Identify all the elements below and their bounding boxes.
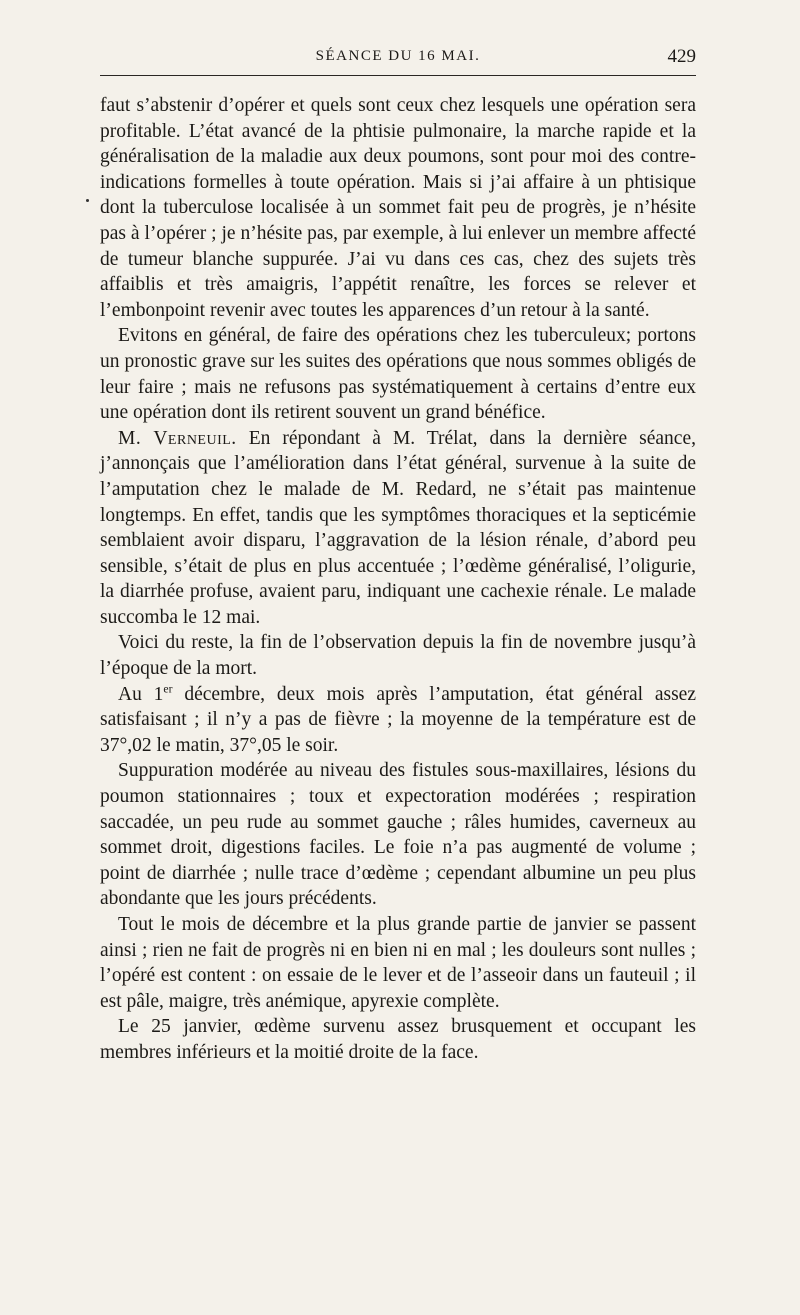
paragraph-6: Suppuration modérée au niveau des fistules sous-maxillaires, lésions du poumon stationnaires ; toux et expectoration modérées ; respiration saccadée, un peu rude au sommet gauche ; râles humides, caverneux au sommet droit, digestions faciles. Le foie n’a pas augmenté de volume ; point de diarrhée ; nulle trace d’œdème ; cependant albumine un peu plus abondante que les jours précédents. (100, 760, 696, 910)
paragraph-2: Evitons en général, de faire des opérations chez les tuberculeux; portons un pronostic grave sur les suites des opérations que nous sommes obligés de leur faire ; mais ne refusons pas systématiquement à certains d’entre eux une opération dont ils retirent souvent un grand bénéfice. (100, 325, 696, 424)
paragraph-3-text: En répondant à M. Trélat, dans la dernière séance, j’annonçais que l’amélioration dans l’état général, survenue à la suite de l’amputation chez le malade de M. Redard, ne s’était pas maintenue longtemps. En effet, tandis que les symptômes thoraciques et la septicémie semblaient avoir disparu, l’aggravation de la lésion rénale, d’abord peu sensible, s’était de plus en plus accentuée ; l’œdème généralisé, l’oligurie, la diarrhée profuse, avaient paru, indiquant une cachexie rénale. Le malade succomba le 12 mai. (100, 427, 696, 628)
paragraph-1: faut s’abstenir d’opérer et quels sont ceux chez lesquels une opération sera profitable. L’état avancé de la phtisie pulmonaire, la marche rapide et la généralisation de la maladie aux deux poumons, sont pour moi des contre-indications formelles à toute opération. Mais si j’ai affaire à un phtisique dont la tuberculose localisée à un sommet fait peu de progrès, je n’hésite pas à l’opérer ; je n’hésite pas, par exemple, à lui enlever un membre affecté de tumeur blanche suppurée. J’ai vu dans ces cas, chez des sujets très affaiblis et très amaigris, l’appétit renaître, les forces se relever et l’embonpoint revenir avec toutes les apparences d’un retour à la santé. (100, 95, 696, 321)
date-prefix: Au 1 (118, 683, 164, 705)
date-superscript: er (163, 682, 173, 696)
paragraph-3 (100, 426, 696, 631)
page-number: 429 (667, 46, 696, 67)
paragraph-5 (100, 682, 696, 759)
speaker-name: M. Verneuil. (118, 427, 237, 449)
running-head: SÉANCE DU 16 MAI. (315, 48, 481, 64)
paragraph-5-text: décembre, deux mois après l’amputation, état général assez satisfaisant ; il n’y a pas de fièvre ; la moyenne de la température est de 37°,02 le matin, 37°,05 le soir. (100, 683, 696, 756)
paragraph-4: Voici du reste, la fin de l’observation depuis la fin de novembre jusqu’à l’époque de la mort. (100, 632, 696, 680)
header-rule (100, 75, 696, 76)
page-header (100, 44, 696, 74)
body-text (100, 93, 696, 1066)
paragraph-7: Tout le mois de décembre et la plus grande partie de janvier se passent ainsi ; rien ne fait de progrès ni en bien ni en mal ; les douleurs sont nulles ; l’opéré est content : on essaie de le lever et de l’asseoir dans un fauteuil ; il est pâle, maigre, très anémique, apyrexie complète. (100, 914, 696, 1012)
paragraph-8: Le 25 janvier, œdème survenu assez brusquement et occupant les membres inférieurs et la moitié droite de la face. (100, 1016, 696, 1063)
margin-dot (86, 199, 89, 202)
